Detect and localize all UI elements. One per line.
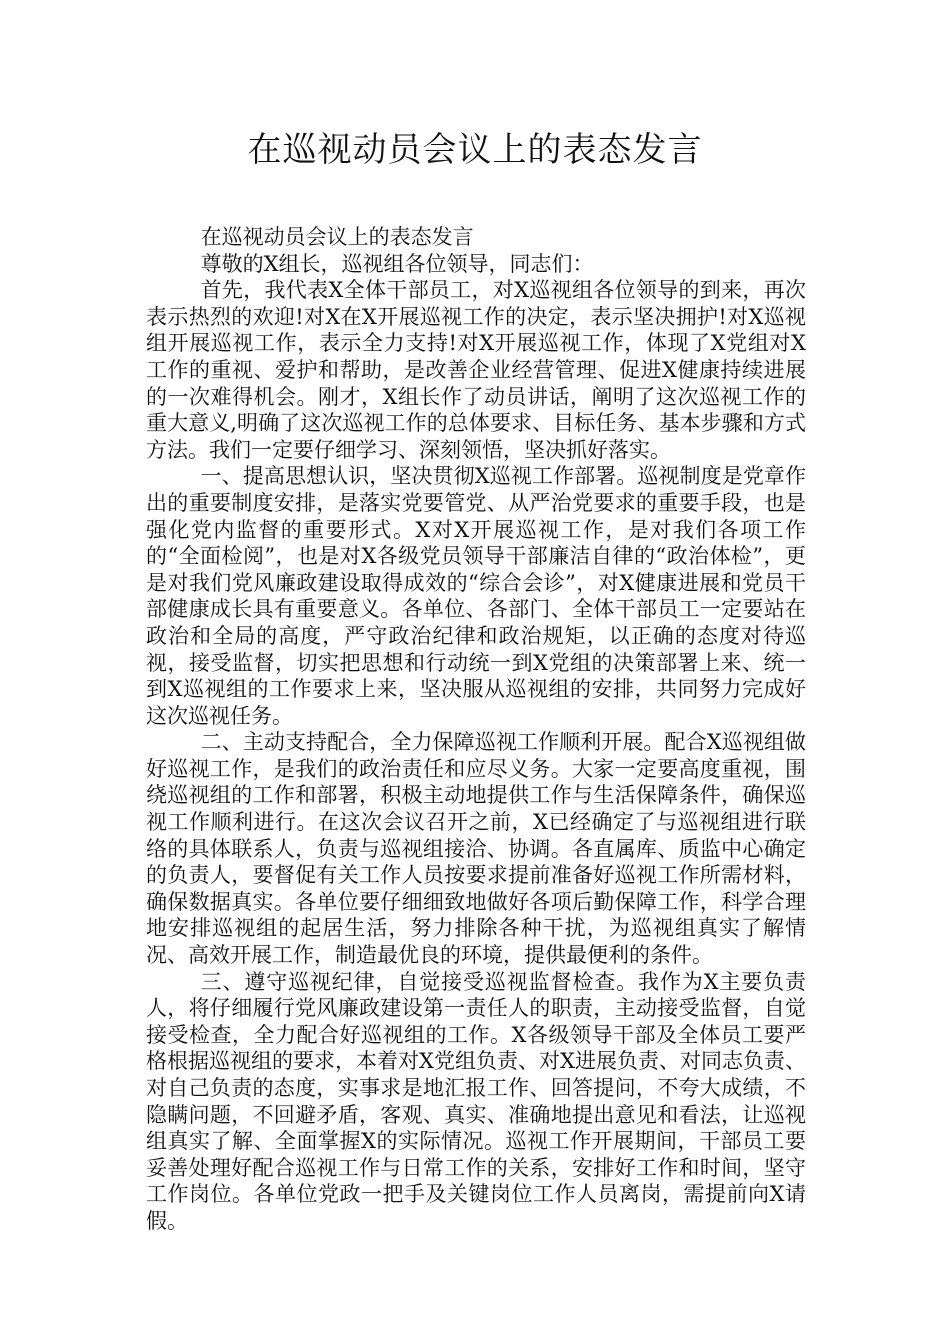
paragraph-section-1: 一、提高思想认识，坚决贯彻X巡视工作部署。巡视制度是党章作出的重要制度安排，是落实党要管党、从严治党要求的重要手段，也是强化党内监督的重要形式。X对X开展巡视工作，是对我们各项工作的“全面检阅”，也是对X各级党员领导干部廉洁自律的“政治体检”，更是对我们党风廉政建设取得成效的“综合会诊”，对X健康进展和党员干部健康成长具有重要意义。各单位、各部门、全体干部员工一定要站在政治和全局的高度，严守政治纪律和政治规矩，以正确的态度对待巡视，接受监督，切实把思想和行动统一到X党组的决策部署上来、统一到X巡视组的工作要求上来，坚决服从巡视组的安排，共同努力完成好这次巡视任务。 [146,464,806,728]
paragraph-section-2: 二、主动支持配合，全力保障巡视工作顺利开展。配合X巡视组做好巡视工作，是我们的政治责任和应尽义务。大家一定要高度重视，围绕巡视组的工作和部署，积极主动地提供工作与生活保障条件，确保巡视工作顺利进行。在这次会议召开之前，X已经确定了与巡视组进行联络的具体联系人，负责与巡视组接洽、协调。各直属库、质监中心确定的负责人，要督促有关工作人员按要求提前准备好巡视工作所需材料，确保数据真实。各单位要仔细细致地做好各项后勤保障工作，科学合理地安排巡视组的起居生活，努力排除各种干扰，为巡视组真实了解情况、高效开展工作，制造最优良的环境，提供最便利的条件。 [146,730,806,968]
salutation: 尊敬的X组长，巡视组各位领导，同志们： [200,251,594,276]
heading-line: 在巡视动员会议上的表态发言 [200,225,474,249]
paragraph-intro: 首先，我代表X全体干部员工，对X巡视组各位领导的到来，再次表示热烈的欢迎!对X在X开展巡视工作的决定，表示坚决拥护!对X巡视组开展巡视工作，表示全力支持!对X开展巡视工作，体现了X党组对X工作的重视、爱护和帮助，是改善企业经营管理、促进X健康持续进展的一次难得机会。刚才，X组长作了动员讲话，阐明了这次巡视工作的重大意义,明确了这次巡视工作的总体要求、目标任务、基本步骤和方式方法。我们一定要仔细学习、深刻领悟，坚决抓好落实。 [146,278,806,462]
paragraph-section-3: 三、遵守巡视纪律，自觉接受巡视监督检查。我作为X主要负责人，将仔细履行党风廉政建设第一责任人的职责，主动接受监督，自觉接受检查，全力配合好巡视组的工作。X各级领导干部及全体员工要严格根据巡视组的要求，本着对X党组负责、对X进展负责、对同志负责、对自己负责的态度，实事求是地汇报工作、回答提问，不夸大成绩，不隐瞒问题，不回避矛盾，客观、真实、准确地提出意见和看法，让巡视组真实了解、全面掌握X的实际情况。巡视工作开展期间，干部员工要妥善处理好配合巡视工作与日常工作的关系，安排好工作和时间，坚守工作岗位。各单位党政一把手及关键岗位工作人员离岗，需提前向X请假。 [146,969,806,1233]
document-title: 在巡视动员会议上的表态发言 [247,130,703,170]
document-body [146,224,806,1235]
